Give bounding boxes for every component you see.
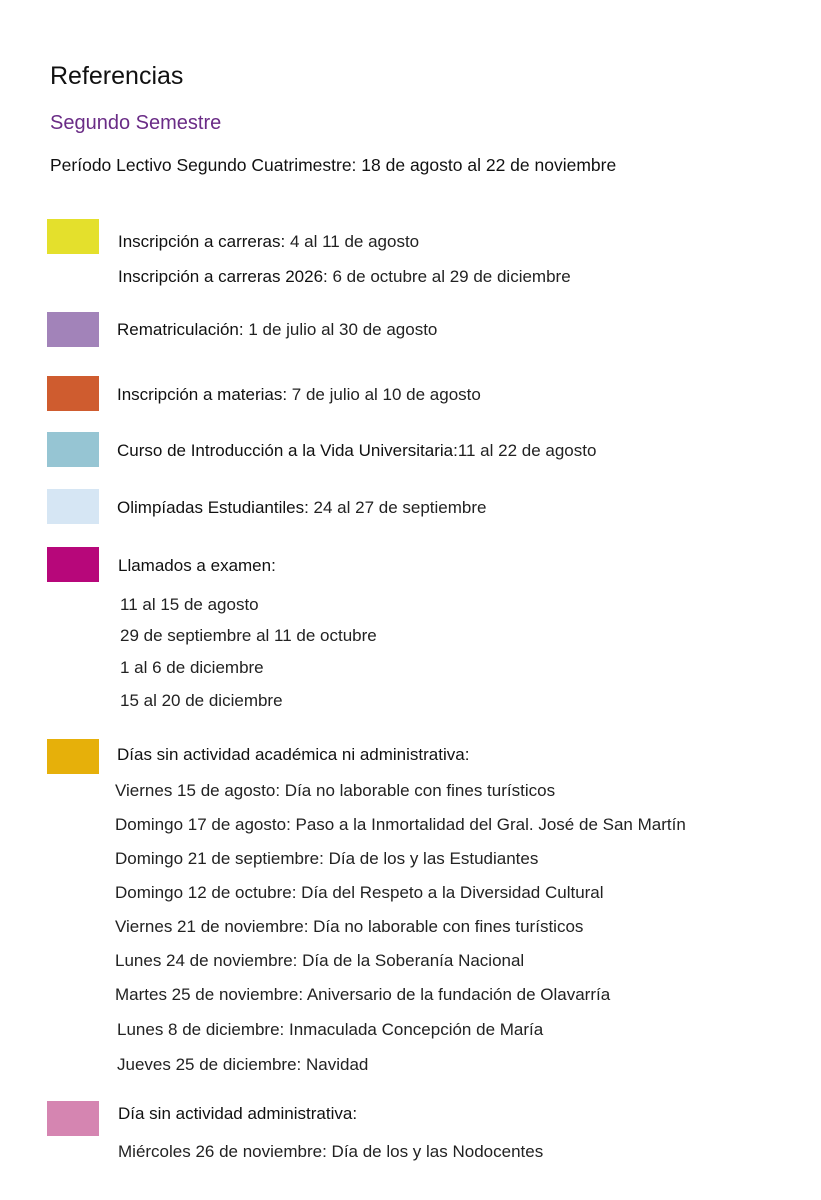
rematriculacion-line [117,320,437,340]
llamados-examen-swatch [47,547,99,582]
examen-date: 1 al 6 de diciembre [120,658,264,677]
holiday-date: Domingo 12 de octubre: Día del Respeto a la Diversidad Cultural [115,883,604,902]
examen-date: 29 de septiembre al 11 de octubre [120,626,377,645]
inscripcion-carreras-value: 4 al 11 de agosto [285,232,420,251]
rematriculacion-label: Rematriculación: [117,320,244,339]
dia-sin-actividad-admin-label: Día sin actividad administrativa: [118,1104,358,1123]
holiday-date: Domingo 21 de septiembre: Día de los y las Estudiantes [115,849,539,868]
inscripcion-carreras-swatch [47,219,99,254]
holiday-date: Lunes 8 de diciembre: Inmaculada Concepción de María [117,1020,544,1039]
period-value: 18 de agosto al 22 de noviembre [361,155,617,175]
curso-introduccion-value: 11 al 22 de agosto [457,441,597,460]
holiday-date: Martes 25 de noviembre: Aniversario de la fundación de Olavarría [115,985,611,1004]
page-title: Referencias [50,62,184,90]
inscripcion-carreras-2026-value: 6 de octubre al 29 de diciembre [327,267,571,286]
admin-holiday-date: Miércoles 26 de noviembre: Día de los y las Nodocentes [118,1142,544,1161]
semester-subtitle: Segundo Semestre [50,112,222,134]
inscripcion-materias-label: Inscripción a materias: [117,385,288,404]
inscripcion-carreras-2026-line [118,267,571,287]
olimpiadas-value: 24 al 27 de septiembre [308,498,487,517]
holiday-date: Domingo 17 de agosto: Paso a la Inmortalidad del Gral. José de San Martín [115,815,686,834]
dias-sin-actividad-swatch [47,739,99,774]
inscripcion-materias-value: 7 de julio al 10 de agosto [287,385,481,404]
holiday-date: Viernes 21 de noviembre: Día no laborable con fines turísticos [115,917,584,936]
holiday-date: Viernes 15 de agosto: Día no laborable con fines turísticos [115,781,556,800]
olimpiadas-label: Olimpíadas Estudiantiles: [117,498,309,517]
dia-sin-actividad-admin-swatch [47,1101,99,1136]
olimpiadas-line [117,498,487,518]
llamados-examen-label: Llamados a examen: [118,556,276,575]
dia-sin-actividad-admin-heading [118,1104,357,1124]
dias-sin-actividad-heading [117,745,469,765]
examen-date: 11 al 15 de agosto [120,595,259,614]
curso-introduccion-label: Curso de Introducción a la Vida Universitaria: [117,441,458,460]
inscripcion-carreras-2026-label: Inscripción a carreras 2026: [118,267,328,286]
inscripcion-carreras-label: Inscripción a carreras: [118,232,286,251]
inscripcion-materias-swatch [47,376,99,411]
llamados-examen-heading [118,556,276,576]
olimpiadas-swatch [47,489,99,524]
holiday-date: Jueves 25 de diciembre: Navidad [117,1055,369,1074]
curso-introduccion-line [117,441,596,461]
period-label: Período Lectivo Segundo Cuatrimestre: [50,155,362,175]
rematriculacion-swatch [47,312,99,347]
holiday-date: Lunes 24 de noviembre: Día de la Soberanía Nacional [115,951,525,970]
inscripcion-carreras-line [118,232,419,252]
period-line [50,155,616,176]
inscripcion-materias-line [117,385,481,405]
examen-date: 15 al 20 de diciembre [120,691,283,710]
dias-sin-actividad-label: Días sin actividad académica ni administrativa: [117,745,470,764]
curso-introduccion-swatch [47,432,99,467]
rematriculacion-value: 1 de julio al 30 de agosto [243,320,438,339]
